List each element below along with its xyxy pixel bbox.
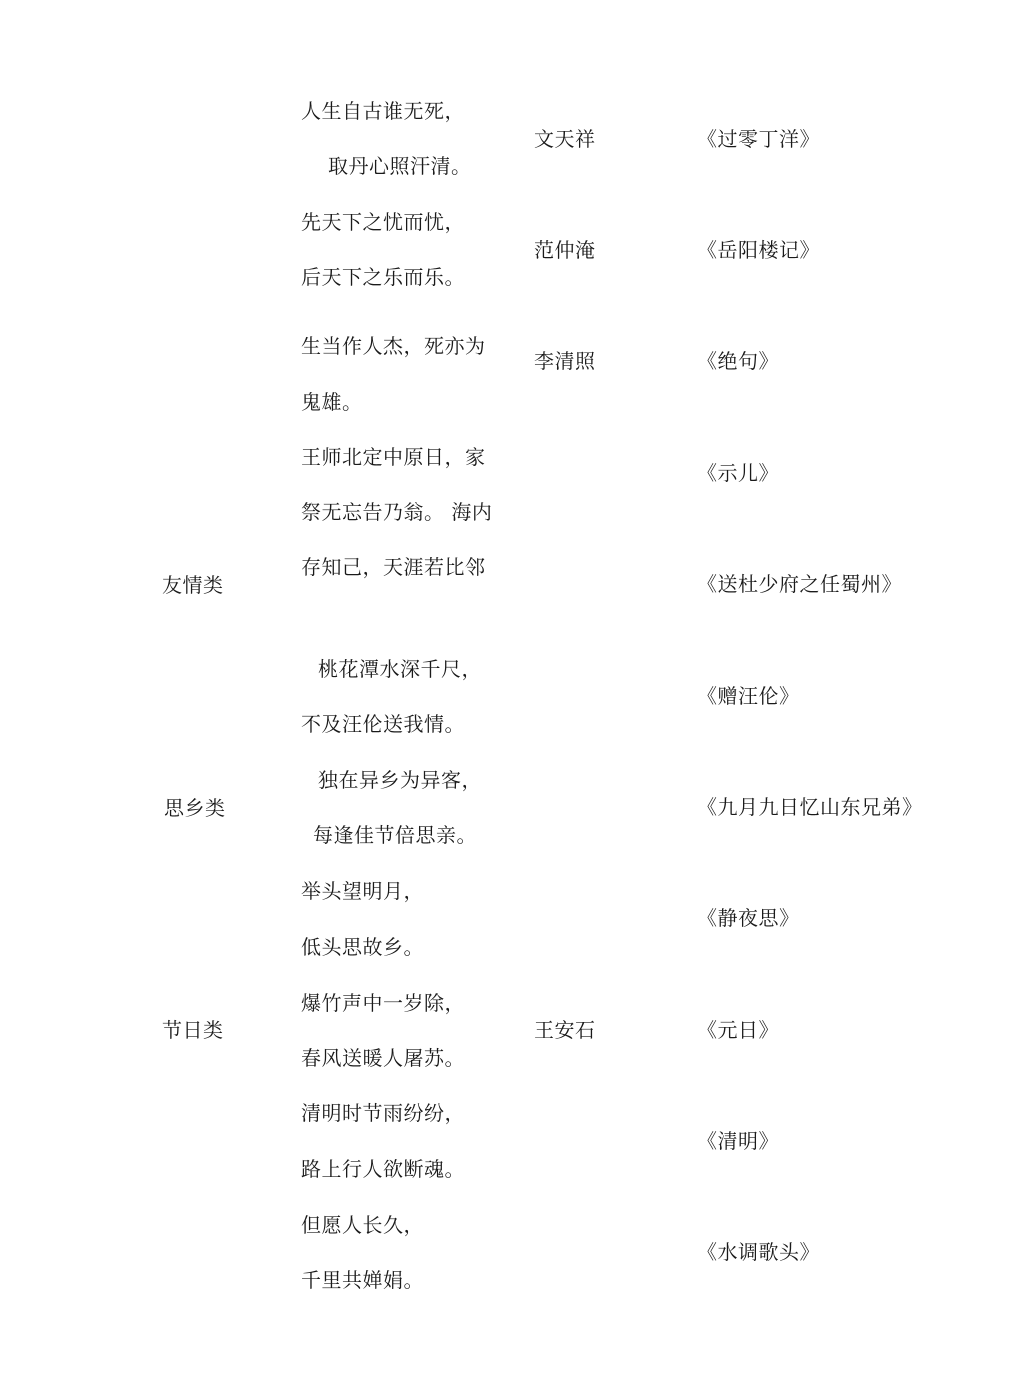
work-title: 《清明》 bbox=[697, 1129, 779, 1153]
author-name: 文天祥 bbox=[534, 127, 596, 151]
work-title: 《静夜思》 bbox=[697, 906, 800, 930]
poem-line: 春风送暖人屠苏。 bbox=[301, 1046, 465, 1070]
author-name: 范仲淹 bbox=[534, 238, 596, 262]
poem-line: 人生自古谁无死， bbox=[301, 99, 465, 123]
poem-line: 存知己，天涯若比邻 bbox=[301, 555, 486, 579]
poem-line: 取丹心照汗清。 bbox=[328, 154, 472, 178]
work-title: 《岳阳楼记》 bbox=[697, 238, 820, 262]
poem-line: 路上行人欲断魂。 bbox=[301, 1157, 465, 1181]
poem-line: 每逢佳节倍思亲。 bbox=[313, 823, 477, 847]
work-title: 《水调歌头》 bbox=[697, 1240, 820, 1264]
work-title: 《送杜少府之任蜀州》 bbox=[697, 572, 902, 596]
poem-line: 桃花潭水深千尺， bbox=[318, 657, 482, 681]
work-title: 《示儿》 bbox=[697, 461, 779, 485]
category-friendship: 友情类 bbox=[162, 573, 224, 597]
author-name: 王安石 bbox=[534, 1018, 596, 1042]
poem-line: 独在异乡为异客， bbox=[318, 768, 482, 792]
work-title: 《赠汪伦》 bbox=[697, 684, 800, 708]
category-homesick: 思乡类 bbox=[164, 796, 226, 820]
poem-line: 不及汪伦送我情。 bbox=[301, 712, 465, 736]
work-title: 《元日》 bbox=[697, 1018, 779, 1042]
poem-line: 鬼雄。 bbox=[301, 390, 363, 414]
poem-line: 爆竹声中一岁除， bbox=[301, 991, 465, 1015]
work-title: 《过零丁洋》 bbox=[697, 127, 820, 151]
poem-line: 举头望明月， bbox=[301, 879, 424, 903]
work-title: 《绝句》 bbox=[697, 349, 779, 373]
author-name: 李清照 bbox=[534, 349, 596, 373]
poem-line: 清明时节雨纷纷， bbox=[301, 1101, 465, 1125]
poem-line: 先天下之忧而忧， bbox=[301, 210, 465, 234]
poem-line: 生当作人杰，死亦为 bbox=[301, 334, 486, 358]
work-title: 《九月九日忆山东兄弟》 bbox=[697, 795, 923, 819]
category-festival: 节日类 bbox=[162, 1018, 224, 1042]
poem-line: 低头思故乡。 bbox=[301, 935, 424, 959]
poem-line: 千里共婵娟。 bbox=[301, 1268, 424, 1292]
poem-line: 祭无忘告乃翁。 海内 bbox=[301, 500, 493, 524]
poem-line: 但愿人长久， bbox=[301, 1213, 424, 1237]
poem-line: 后天下之乐而乐。 bbox=[301, 265, 465, 289]
poem-line: 王师北定中原日，家 bbox=[301, 445, 486, 469]
